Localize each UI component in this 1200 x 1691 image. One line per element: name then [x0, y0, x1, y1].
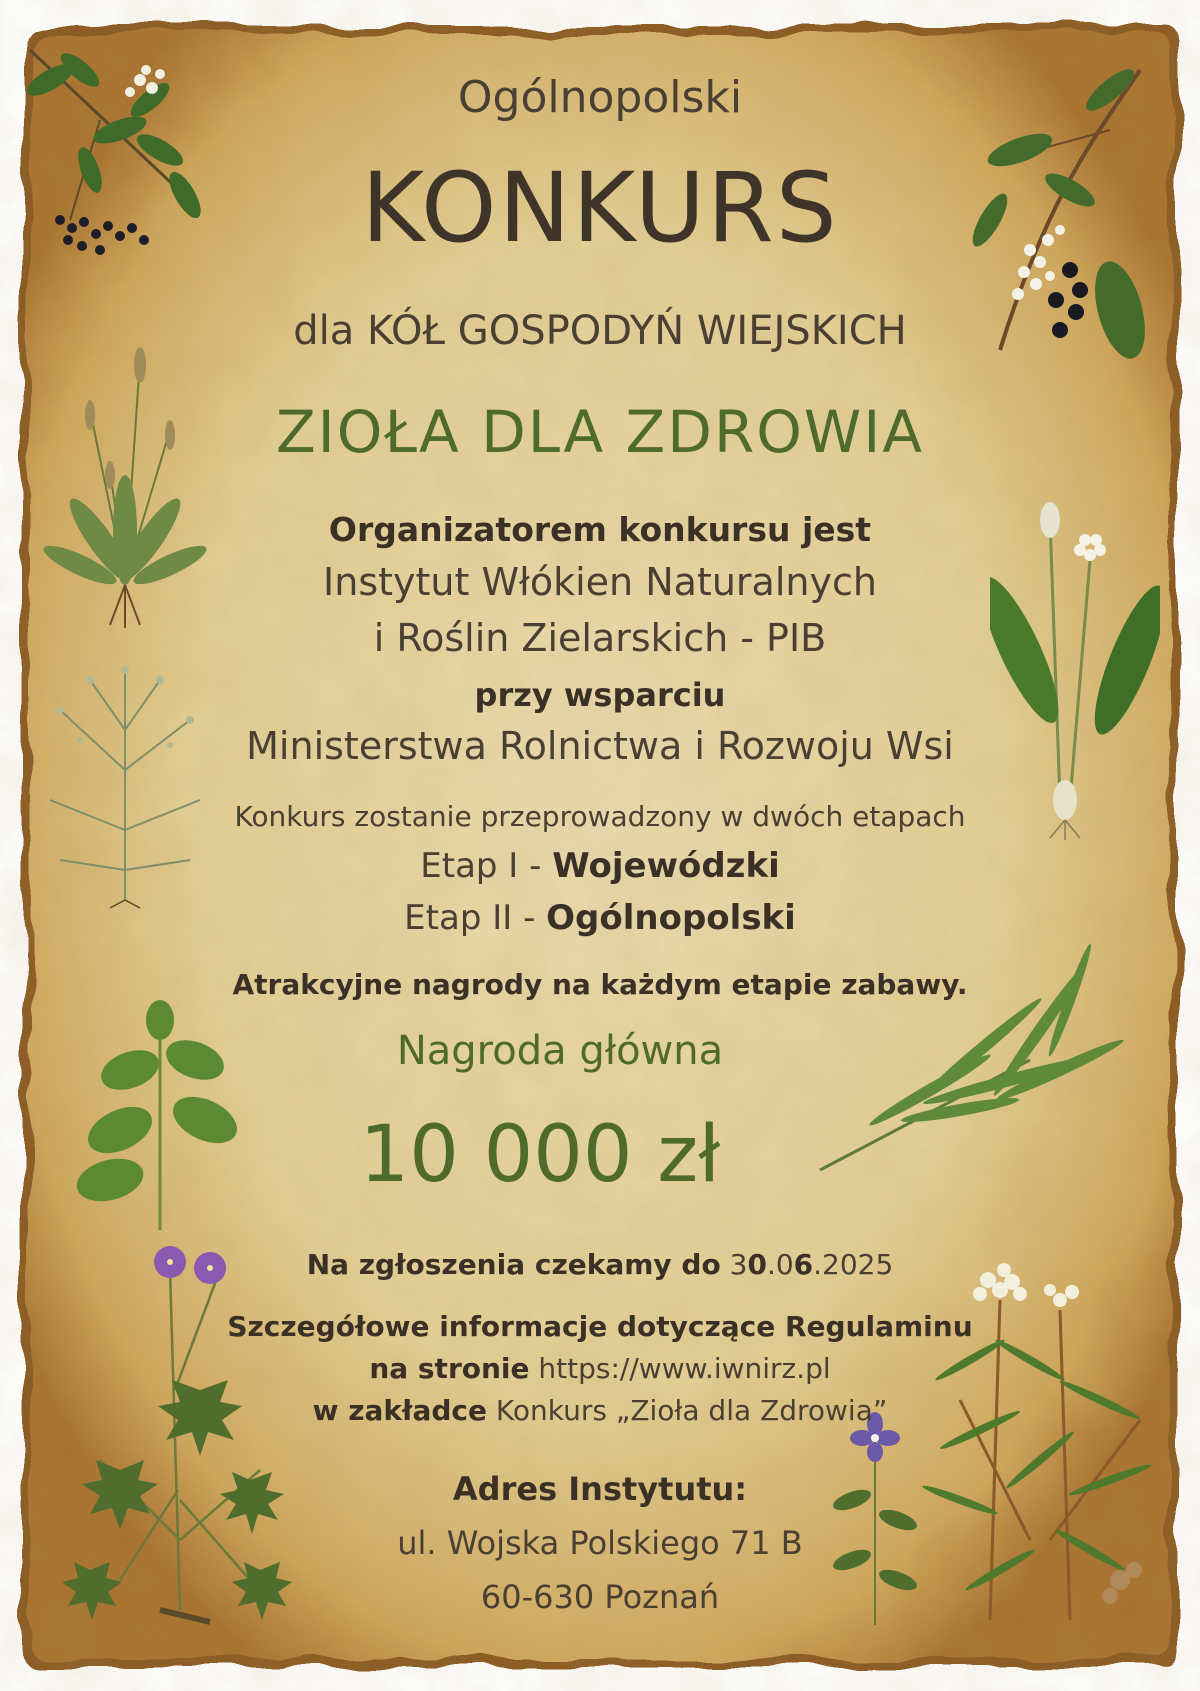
organizer-name-line1: Instytut Włókien Naturalnych — [323, 560, 877, 604]
deadline-text: Na zgłoszenia czekamy do — [306, 1248, 721, 1281]
subtitle: dla KÓŁ GOSPODYŃ WIEJSKICH — [293, 308, 907, 354]
page-title: KONKURS — [361, 152, 839, 264]
info-tab-label: w zakładce — [312, 1394, 487, 1427]
deadline-date-part: .2025 — [813, 1248, 894, 1281]
supporter-name: Ministerstwa Rolnictwa i Rozwoju Wsi — [246, 724, 954, 768]
address-street: ul. Wojska Polskiego 71 B — [397, 1524, 803, 1562]
organizer-intro: Organizatorem konkursu jest — [328, 510, 872, 549]
deadline-date-part: 0 — [747, 1248, 767, 1281]
stage-1 — [0, 846, 1200, 886]
prizes-note: Atrakcyjne nagrody na każdym etapie zabawy. — [232, 968, 968, 1001]
stage-2 — [0, 898, 1200, 938]
main-prize-amount: 10 000 zł — [359, 1110, 721, 1200]
contest-name: ZIOŁA DLA ZDROWIA — [275, 398, 925, 466]
stage-2-name: Ogólnopolski — [546, 898, 796, 938]
info-line-2 — [0, 1352, 1200, 1385]
info-website-label: na stronie — [369, 1352, 530, 1385]
stage-1-name: Wojewódzki — [552, 846, 780, 886]
info-line-1: Szczegółowe informacje dotyczące Regulaminu — [227, 1310, 973, 1343]
stage-1-label: Etap I - — [420, 846, 553, 886]
deadline-date-part: 3 — [729, 1248, 748, 1281]
info-tab-name: Konkurs „Zioła dla Zdrowia” — [495, 1394, 888, 1427]
organizer-name-line2: i Roślin Zielarskich - PIB — [373, 616, 827, 660]
stage-2-label: Etap II - — [404, 898, 547, 938]
stages-intro: Konkurs zostanie przeprowadzony w dwóch etapach — [234, 800, 966, 833]
deadline-date-part: 6 — [793, 1248, 814, 1281]
support-intro: przy wsparciu — [474, 676, 726, 714]
info-line-3 — [0, 1394, 1200, 1427]
address-city: 60-630 Poznań — [480, 1578, 720, 1616]
pre-title: Ogólnopolski — [457, 72, 743, 123]
main-prize-label: Nagroda główna — [396, 1028, 724, 1074]
website-link[interactable]: https://www.iwnirz.pl — [538, 1352, 831, 1385]
deadline-date-part: .0 — [766, 1248, 794, 1281]
deadline — [0, 1248, 1200, 1281]
address-heading: Adres Instytutu: — [452, 1470, 748, 1508]
